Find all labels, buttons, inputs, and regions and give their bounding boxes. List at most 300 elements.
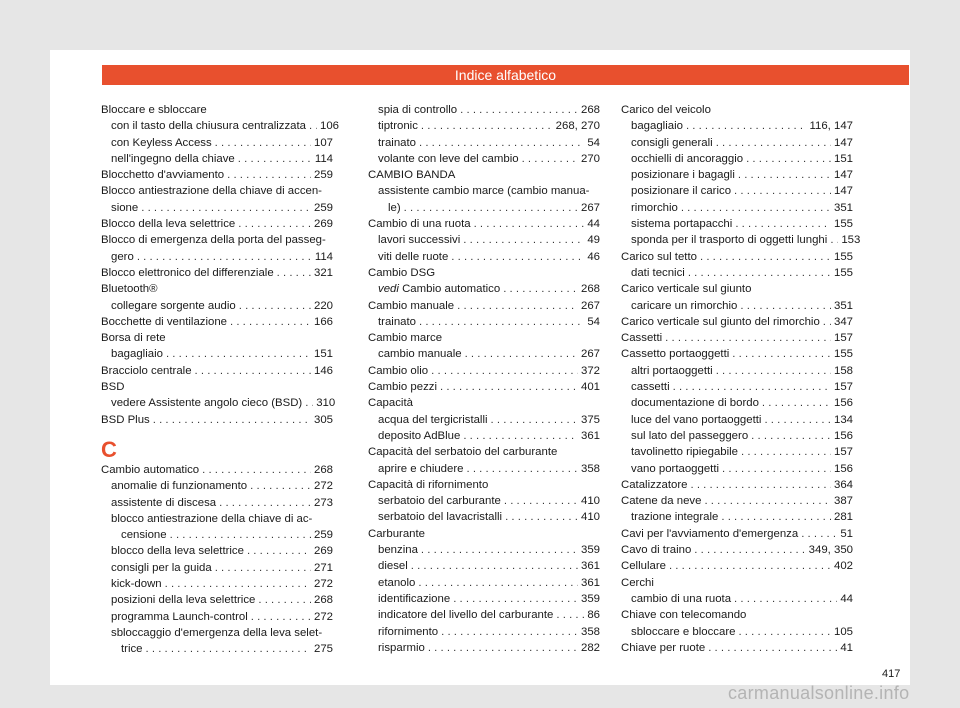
- entry-label: posizionare i bagagli: [631, 169, 735, 182]
- entry-label-line1: Blocco di emergenza della porta del passeg-: [101, 234, 326, 247]
- index-entry: [621, 558, 853, 574]
- dot-leader: [708, 640, 837, 656]
- entry-continuation: [101, 641, 333, 657]
- index-entry: [368, 379, 600, 395]
- entry-label: occhielli di ancoraggio: [631, 152, 744, 165]
- entry-label: bagagliaio: [631, 120, 683, 133]
- entry-label: Chiave per ruote: [621, 641, 706, 654]
- index-entry: [368, 461, 600, 477]
- dot-leader: [665, 330, 831, 346]
- dot-leader: [440, 379, 578, 395]
- entry-page: 310: [316, 397, 336, 410]
- entry-page: 86: [587, 609, 600, 622]
- index-entry: [368, 216, 600, 232]
- entry-label: Carico verticale sul giunto del rimorchio: [621, 315, 820, 328]
- dot-leader: [463, 232, 584, 248]
- entry-page: 401: [580, 381, 600, 394]
- entry-page: 361: [580, 576, 600, 589]
- entry-page: 166: [313, 315, 333, 328]
- entry-label-line1: sbloccaggio d'emergenza della leva selet-: [111, 626, 323, 639]
- index-entry: [621, 624, 853, 640]
- entry-page: 372: [580, 364, 600, 377]
- dot-leader: [716, 363, 831, 379]
- dot-leader: [238, 216, 311, 232]
- entry-label: deposito AdBlue: [378, 429, 461, 442]
- index-entry: [368, 558, 600, 574]
- index-heading: Cerchi: [621, 576, 654, 589]
- index-heading: Capacità del serbatoio del carburante: [368, 446, 558, 459]
- index-group-b: [101, 102, 340, 428]
- entry-label: Cassetto portaoggetti: [621, 348, 730, 361]
- dot-leader: [738, 624, 831, 640]
- index-entry: [101, 560, 333, 576]
- entry-page: 275: [313, 643, 333, 656]
- index-entry: [368, 412, 600, 428]
- entry-label: programma Launch-control: [111, 610, 248, 623]
- page-title: Indice alfabetico: [454, 67, 557, 83]
- entry-page: 157: [833, 332, 853, 345]
- dot-leader: [428, 640, 578, 656]
- dot-leader: [732, 346, 831, 362]
- dot-leader: [721, 509, 831, 525]
- index-entry: [621, 265, 853, 281]
- index-heading: CAMBIO BANDA: [368, 169, 456, 182]
- watermark: carmanualsonline.info: [728, 683, 910, 703]
- dot-leader: [305, 395, 313, 411]
- index-entry: [368, 314, 600, 330]
- entry-label: benzina: [378, 544, 418, 557]
- entry-label: collegare sorgente audio: [111, 299, 236, 312]
- dot-leader: [690, 477, 831, 493]
- dot-leader: [451, 249, 584, 265]
- dot-leader: [227, 167, 311, 183]
- dot-leader: [700, 249, 831, 265]
- entry-label: tavolinetto ripiegabile: [631, 446, 739, 459]
- entry-page: 107: [313, 136, 333, 149]
- index-entry: [101, 511, 333, 544]
- entry-label: Cambio olio: [368, 364, 429, 377]
- entry-page: 51: [840, 527, 853, 540]
- entry-label: Bracciolo centrale: [101, 364, 192, 377]
- entry-page: 220: [313, 299, 333, 312]
- entry-page: 358: [580, 462, 600, 475]
- entry-label-ref: vedi: [378, 283, 399, 296]
- entry-page: 134: [833, 413, 853, 426]
- index-heading: Carico del veicolo: [621, 104, 711, 116]
- index-entry: [101, 314, 333, 330]
- dot-leader: [751, 428, 831, 444]
- section-letter: C: [101, 436, 117, 462]
- entry-label: sione: [111, 201, 139, 214]
- index-entry: [621, 461, 853, 477]
- dot-leader: [681, 200, 831, 216]
- entry-label: BSD Plus: [101, 413, 150, 426]
- entry-page: 364: [833, 478, 853, 491]
- entry-label: trice: [121, 643, 143, 656]
- dot-leader: [669, 558, 831, 574]
- dot-leader: [195, 363, 311, 379]
- dot-leader: [457, 298, 578, 314]
- dot-leader: [688, 265, 831, 281]
- index-entry: [101, 412, 333, 428]
- entry-label: vedere Assistente angolo cieco (BSD): [111, 397, 303, 410]
- entry-label: indicatore del livello del carburante: [378, 609, 554, 622]
- dot-leader: [202, 462, 311, 478]
- entry-label-line1: assistente cambio marce (cambio manua-: [378, 185, 590, 198]
- entry-label: Cambio automatico: [101, 463, 200, 476]
- dot-leader: [740, 298, 831, 314]
- dot-leader: [239, 298, 311, 314]
- entry-page: 46: [587, 250, 600, 263]
- entry-label: gero: [111, 250, 134, 263]
- entry-label: censione: [121, 529, 167, 542]
- entry-page: 273: [313, 496, 333, 509]
- dot-leader: [247, 543, 311, 559]
- entry-page: 54: [587, 315, 600, 328]
- entry-page: 268: [580, 104, 600, 116]
- index-entry: [368, 183, 600, 216]
- entry-label: trainato: [378, 315, 416, 328]
- entry-page: 156: [833, 429, 853, 442]
- index-entry: [621, 314, 853, 330]
- index-entry: [621, 200, 853, 216]
- entry-page: 359: [580, 592, 600, 605]
- entry-label: con Keyless Access: [111, 136, 212, 149]
- dot-leader: [801, 526, 837, 542]
- index-entry: [368, 493, 600, 509]
- entry-label: serbatoio del lavacristalli: [378, 511, 503, 524]
- dot-leader: [704, 493, 831, 509]
- index-entry: [621, 151, 853, 167]
- dot-leader: [215, 560, 311, 576]
- entry-label: nell'ingegno della chiave: [111, 152, 235, 165]
- dot-leader: [441, 624, 578, 640]
- entry-continuation: [101, 249, 333, 265]
- index-entry: [621, 477, 853, 493]
- index-entry: [621, 509, 853, 525]
- index-entry: [621, 395, 853, 411]
- entry-page: 269: [313, 218, 333, 231]
- index-entry: [101, 363, 333, 379]
- entry-label: sponda per il trasporto di oggetti lunghi: [631, 234, 828, 247]
- index-entry: [621, 542, 853, 558]
- index-entry: [368, 346, 600, 362]
- dot-leader: [463, 428, 578, 444]
- entry-page: 321: [313, 266, 333, 279]
- entry-page: 351: [833, 201, 853, 214]
- entry-page: 361: [580, 429, 600, 442]
- dot-leader: [741, 444, 831, 460]
- index-entry: [621, 298, 853, 314]
- index-entry: [621, 493, 853, 509]
- dot-leader: [215, 135, 311, 151]
- entry-page: 49: [587, 234, 600, 247]
- entry-label: volante con leve del cambio: [378, 152, 519, 165]
- dot-leader: [716, 135, 831, 151]
- entry-page: 358: [580, 625, 600, 638]
- dot-leader: [453, 591, 578, 607]
- page-header: [102, 65, 909, 85]
- entry-continuation: [101, 527, 333, 543]
- entry-page: 351: [833, 299, 853, 312]
- index-entry: [101, 265, 333, 281]
- index-entry: [101, 216, 333, 232]
- entry-page: 375: [580, 413, 600, 426]
- entry-page: 153: [841, 234, 861, 247]
- index-heading: Cambio marce: [368, 332, 443, 345]
- entry-page: 147: [833, 169, 853, 182]
- index-entry: [621, 216, 853, 232]
- entry-label: le): [388, 201, 401, 214]
- index-heading: Capacità: [368, 397, 413, 410]
- entry-page: 44: [587, 218, 600, 231]
- index-entry: [101, 609, 333, 625]
- entry-page: 114: [314, 152, 333, 165]
- dot-leader: [465, 346, 578, 362]
- index-group: [621, 102, 861, 656]
- index-entry: [101, 543, 333, 559]
- dot-leader: [419, 135, 584, 151]
- entry-page: 272: [313, 480, 333, 493]
- entry-page: 259: [313, 201, 333, 214]
- entry-label: Blocchetto d'avviamento: [101, 169, 225, 182]
- dot-leader: [250, 478, 311, 494]
- index-entry: [101, 395, 336, 411]
- entry-label: sul lato del passeggero: [631, 429, 749, 442]
- entry-page: 271: [313, 561, 333, 574]
- entry-label: cambio manuale: [378, 348, 462, 361]
- dot-leader: [421, 118, 553, 134]
- dot-leader: [153, 412, 311, 428]
- entry-label-line1: Blocco antiestrazione della chiave di accen-: [101, 185, 322, 198]
- entry-page: 270: [580, 152, 600, 165]
- index-entry: [368, 509, 600, 525]
- entry-label: bagagliaio: [111, 348, 163, 361]
- entry-label: rimorchio: [631, 201, 678, 214]
- entry-label: con il tasto della chiusura centralizzata: [111, 120, 307, 133]
- index-entry: [101, 135, 333, 151]
- dot-leader: [738, 167, 831, 183]
- index-entry: [101, 298, 333, 314]
- dot-leader: [170, 527, 311, 543]
- entry-page: 272: [313, 578, 333, 591]
- index-entry: [101, 478, 333, 494]
- entry-page: 105: [833, 625, 853, 638]
- index-entry: [101, 167, 333, 183]
- dot-leader: [673, 379, 831, 395]
- entry-page: 155: [833, 266, 853, 279]
- entry-label: etanolo: [378, 576, 416, 589]
- index-entry: [368, 102, 600, 118]
- entry-label: identificazione: [378, 592, 451, 605]
- dot-leader: [735, 216, 831, 232]
- entry-label: cambio di una ruota: [631, 592, 732, 605]
- dot-leader: [431, 363, 578, 379]
- dot-leader: [491, 412, 578, 428]
- dot-leader: [686, 118, 807, 134]
- index-entry: [621, 526, 853, 542]
- entry-label: sistema portapacchi: [631, 218, 733, 231]
- entry-label: Blocco elettronico del differenziale: [101, 266, 274, 279]
- index-entry: [101, 495, 333, 511]
- dot-leader: [418, 575, 578, 591]
- entry-page: 156: [833, 462, 853, 475]
- dot-leader: [277, 265, 311, 281]
- index-heading: Carburante: [368, 527, 425, 540]
- index-entry: [368, 363, 600, 379]
- entry-label: Cellulare: [621, 560, 666, 573]
- dot-leader: [823, 314, 831, 330]
- dot-leader: [466, 461, 578, 477]
- entry-page: 272: [313, 610, 333, 623]
- entry-page: 268: [313, 463, 333, 476]
- index-entry: [101, 576, 333, 592]
- entry-page: 259: [313, 529, 333, 542]
- index-heading: Cambio DSG: [368, 266, 436, 279]
- index-entry: [101, 462, 333, 478]
- index-entry: [621, 428, 853, 444]
- index-entry: [368, 249, 600, 265]
- dot-leader: [474, 216, 585, 232]
- entry-label: Cambio pezzi: [368, 381, 438, 394]
- entry-page: 151: [313, 348, 333, 361]
- entry-page: 157: [833, 446, 853, 459]
- entry-label: blocco della leva selettrice: [111, 545, 244, 558]
- entry-page: 359: [580, 544, 600, 557]
- index-entry: [621, 249, 853, 265]
- index-entry: [621, 640, 853, 656]
- index-heading: Carico verticale sul giunto: [621, 283, 752, 296]
- index-entry: [621, 135, 853, 151]
- dot-leader: [166, 346, 311, 362]
- entry-page: 282: [580, 641, 600, 654]
- dot-leader: [505, 509, 578, 525]
- entry-page: 155: [833, 218, 853, 231]
- dot-leader: [238, 151, 312, 167]
- entry-continuation: [368, 200, 600, 216]
- entry-label: Bocchette di ventilazione: [101, 315, 228, 328]
- index-entry: [101, 592, 333, 608]
- entry-label: lavori successivi: [378, 234, 461, 247]
- entry-page: 305: [313, 413, 333, 426]
- entry-page: 106: [320, 120, 340, 133]
- entry-page: 44: [840, 592, 853, 605]
- entry-page: 41: [840, 641, 853, 654]
- index-entry: [621, 379, 853, 395]
- index-entry: [621, 412, 853, 428]
- entry-page: 361: [580, 560, 600, 573]
- index-entry: [368, 232, 600, 248]
- dot-leader: [146, 641, 311, 657]
- index-entry: [101, 183, 333, 216]
- entry-label: aprire e chiudere: [378, 462, 464, 475]
- dot-leader: [251, 609, 311, 625]
- index-entry: [101, 232, 333, 265]
- entry-page: 267: [580, 299, 600, 312]
- dot-leader: [503, 281, 578, 297]
- entry-label: tiptronic: [378, 120, 418, 133]
- dot-leader: [762, 395, 831, 411]
- entry-page: 347: [833, 315, 853, 328]
- dot-leader: [722, 461, 831, 477]
- entry-page: 410: [580, 511, 600, 524]
- dot-leader: [746, 151, 831, 167]
- entry-page: 155: [833, 250, 853, 263]
- index-entry: [368, 591, 600, 607]
- entry-label: anomalie di funzionamento: [111, 480, 248, 493]
- index-entry: [368, 428, 600, 444]
- entry-label: posizioni della leva selettrice: [111, 594, 256, 607]
- entry-page: 157: [833, 381, 853, 394]
- entry-label: viti delle ruote: [378, 250, 449, 263]
- index-entry: [368, 542, 600, 558]
- entry-label: Cambio manuale: [368, 299, 455, 312]
- entry-label: Catene da neve: [621, 495, 702, 508]
- index-entry: [101, 118, 340, 134]
- index-entry: [368, 298, 600, 314]
- entry-page: 155: [833, 348, 853, 361]
- index-entry: [368, 118, 600, 134]
- index-entry: [621, 591, 853, 607]
- dot-leader: [694, 542, 805, 558]
- entry-page: 268: [580, 283, 600, 296]
- entry-label: Catalizzatore: [621, 478, 688, 491]
- entry-page: 259: [313, 169, 333, 182]
- entry-continuation: [101, 200, 333, 216]
- entry-label: cassetti: [631, 381, 670, 394]
- dot-leader: [734, 591, 837, 607]
- dot-leader: [404, 200, 578, 216]
- entry-page: 114: [314, 250, 333, 263]
- dot-leader: [309, 118, 317, 134]
- entry-page: 387: [833, 495, 853, 508]
- entry-page: 147: [833, 136, 853, 149]
- index-entry: [368, 640, 600, 656]
- entry-label: diesel: [378, 560, 408, 573]
- dot-leader: [219, 495, 311, 511]
- entry-page: 268: [313, 594, 333, 607]
- index-entry: [101, 346, 333, 362]
- index-heading: Chiave con telecomando: [621, 609, 747, 622]
- dot-leader: [411, 558, 578, 574]
- dot-leader: [556, 607, 584, 623]
- entry-page: 268, 270: [555, 120, 600, 133]
- entry-label: Cavo di traino: [621, 544, 692, 557]
- entry-label: Carico sul tetto: [621, 250, 697, 263]
- entry-page: 267: [580, 201, 600, 214]
- entry-label: acqua del tergicristalli: [378, 413, 488, 426]
- entry-page: 146: [313, 364, 333, 377]
- index-column-1: [101, 102, 340, 658]
- entry-label: vano portaoggetti: [631, 462, 720, 475]
- entry-label-line1: blocco antiestrazione della chiave di ac-: [111, 512, 313, 525]
- entry-page: 349, 350: [808, 544, 853, 557]
- entry-page: 156: [833, 397, 853, 410]
- manual-page: [50, 50, 910, 685]
- entry-page: 151: [833, 152, 853, 165]
- entry-label: posizionare il carico: [631, 185, 732, 198]
- dot-leader: [137, 249, 312, 265]
- index-heading: Bloccare e sbloccare: [101, 104, 207, 116]
- entry-label: luce del vano portaoggetti: [631, 413, 762, 426]
- entry-label: caricare un rimorchio: [631, 299, 738, 312]
- entry-label: trainato: [378, 136, 416, 149]
- entry-page: 267: [580, 348, 600, 361]
- index-entry: [368, 135, 600, 151]
- entry-label: altri portaoggetti: [631, 364, 713, 377]
- index-column-3: [621, 102, 861, 656]
- index-entry: [621, 183, 853, 199]
